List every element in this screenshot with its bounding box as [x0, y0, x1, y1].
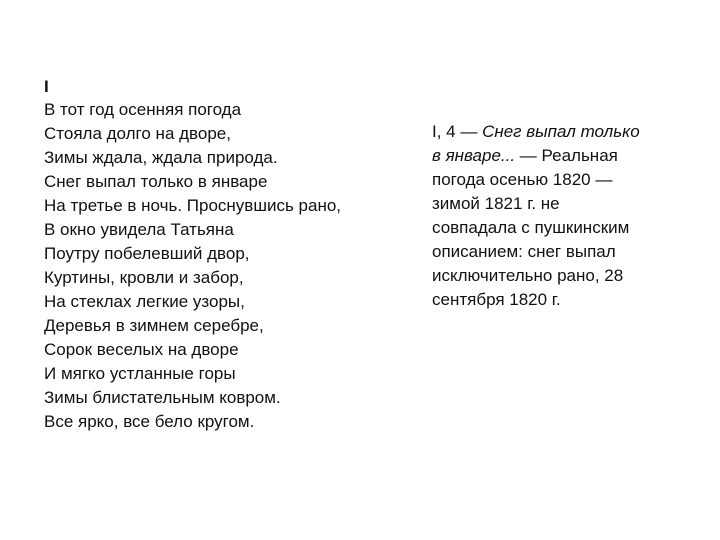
- poem-line: Стояла долго на дворе,: [44, 124, 231, 143]
- poem-line: В тот год осенняя погода: [44, 100, 242, 119]
- note-line: [432, 120, 692, 144]
- poem-line: Зимы ждала, ждала природа.: [44, 148, 278, 167]
- poem-line: Все ярко, все бело кругом.: [44, 412, 255, 431]
- note-line: зимой 1821 г. не: [432, 194, 560, 213]
- poem-text: [44, 76, 404, 434]
- poem-line: Снег выпал только в январе: [44, 172, 268, 191]
- poem-line: Сорок веселых на дворе: [44, 340, 239, 359]
- note-line: исключительно рано, 28: [432, 266, 624, 285]
- poem-line: В окно увидела Татьяна: [44, 220, 234, 239]
- poem-line: Куртины, кровли и забор,: [44, 268, 244, 287]
- note-text: — Реальная: [515, 146, 618, 165]
- poem-line: И мягко устланные горы: [44, 364, 236, 383]
- poem-chapter-heading: I: [44, 77, 49, 96]
- poem-line: Зимы блистательным ковром.: [44, 388, 281, 407]
- note-quote: Снег выпал только: [482, 122, 640, 141]
- poem-line: Деревья в зимнем серебре,: [44, 316, 264, 335]
- note-quote: в январе...: [432, 146, 516, 165]
- commentary-note: [432, 120, 692, 312]
- poem-line: На стеклах легкие узоры,: [44, 292, 245, 311]
- poem-line: Поутру побелевший двор,: [44, 244, 250, 263]
- note-reference: I, 4 —: [432, 122, 483, 141]
- note-line: сентября 1820 г.: [432, 290, 561, 309]
- note-line: описанием: снег выпал: [432, 242, 616, 261]
- note-line: совпадала с пушкинским: [432, 218, 630, 237]
- poem-line: На третье в ночь. Проснувшись рано,: [44, 196, 342, 215]
- note-line: погода осенью 1820 —: [432, 170, 613, 189]
- note-line: [432, 144, 692, 168]
